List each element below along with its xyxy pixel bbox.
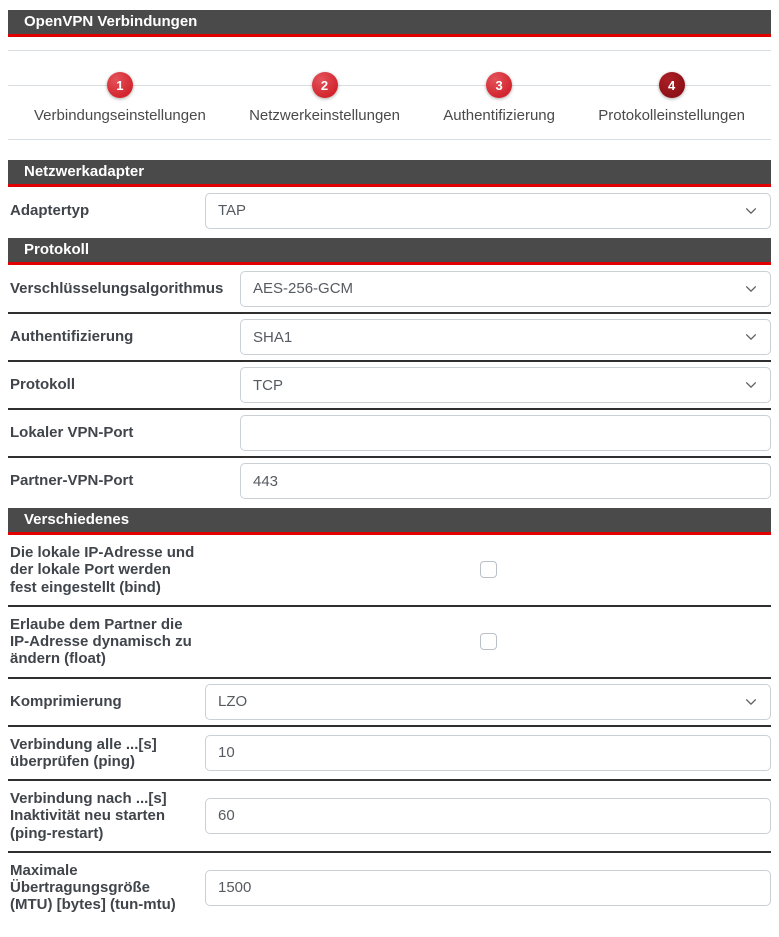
step-number: 4 (667, 77, 676, 93)
tun-mtu-label: Maximale Übertragungsgröße (MTU) [bytes] (tun-mtu) (10, 861, 176, 914)
section-title: Protokoll (24, 241, 90, 258)
step-1-badge (107, 72, 133, 98)
float-control (205, 633, 771, 650)
wizard-step-4[interactable] (598, 72, 745, 124)
step-2-badge (312, 72, 338, 98)
section-header (8, 238, 771, 265)
wizard-step-3[interactable] (443, 72, 555, 124)
page-title: OpenVPN Verbindungen (24, 13, 198, 30)
authentication-select[interactable] (240, 319, 771, 355)
compression-select[interactable] (205, 684, 771, 720)
selected-option: LZO (218, 693, 248, 710)
chevron-down-icon (744, 204, 758, 218)
float-checkbox[interactable] (480, 633, 497, 650)
tun-mtu-input[interactable] (205, 870, 771, 906)
row-encryption-algorithm (8, 265, 771, 312)
authentication-control (240, 319, 771, 355)
selected-option: AES-256-GCM (253, 280, 354, 297)
compression-control (205, 684, 771, 720)
page-title-bar (8, 10, 771, 37)
partner-vpn-port-label: Partner-VPN-Port (10, 472, 134, 490)
section-title: Verschiedenes (24, 511, 130, 528)
wizard-steps (34, 72, 745, 124)
encryption-algorithm-select[interactable] (240, 271, 771, 307)
ping-restart-input[interactable] (205, 798, 771, 834)
row-partner-vpn-port (8, 456, 771, 504)
local-vpn-port-input[interactable] (240, 415, 771, 451)
row-compression (8, 677, 771, 725)
section-netzwerkadapter (8, 160, 771, 234)
row-authentication (8, 312, 771, 360)
openvpn-settings-page (0, 10, 779, 923)
selected-option: TCP (253, 376, 283, 394)
ping-restart-label: Verbindung nach ...[s] Inaktivität neu starten (ping-restart) (10, 790, 167, 842)
bind-control (205, 561, 771, 578)
protocol-select[interactable] (240, 367, 771, 403)
ping-control (205, 735, 771, 771)
ping-input[interactable] (205, 735, 771, 771)
step-wizard (8, 50, 771, 140)
local-vpn-port-label: Lokaler VPN-Port (10, 424, 134, 442)
compression-label: Komprimierung (10, 692, 122, 710)
step-label: Netzwerkeinstellungen (249, 107, 400, 124)
chevron-down-icon (744, 695, 758, 709)
chevron-down-icon (744, 330, 758, 344)
section-header (8, 160, 771, 187)
selected-option: SHA1 (253, 328, 293, 346)
section-verschiedenes (8, 508, 771, 923)
local-vpn-port-control (240, 415, 771, 451)
selected-option: TAP (218, 202, 247, 219)
adapter-type-control (205, 193, 771, 229)
encryption-algorithm-control (240, 271, 771, 307)
adapter-type-label: Adaptertyp (10, 201, 90, 219)
row-bind (8, 535, 771, 605)
row-adapter-type (8, 187, 771, 234)
wizard-step-2[interactable] (249, 72, 400, 124)
row-float (8, 605, 771, 677)
chevron-down-icon (744, 378, 758, 392)
ping-restart-control (205, 798, 771, 834)
step-label: Verbindungseinstellungen (34, 107, 206, 124)
wizard-step-1[interactable] (34, 72, 206, 124)
encryption-algorithm-label: Verschlüsselungsalgorithmus (10, 279, 224, 297)
adapter-type-select[interactable] (205, 193, 771, 229)
tun-mtu-control (205, 870, 771, 906)
step-number: 1 (116, 77, 124, 93)
partner-vpn-port-input[interactable] (240, 463, 771, 499)
settings-sections (8, 160, 771, 923)
float-label: Erlaube dem Partner die IP-Adresse dynamisch zu ändern (float) (10, 615, 192, 668)
step-4-badge (659, 72, 685, 98)
chevron-down-icon (744, 282, 758, 296)
protocol-label: Protokoll (10, 376, 76, 394)
step-number: 2 (320, 77, 329, 93)
section-title: Netzwerkadapter (24, 163, 145, 180)
row-local-vpn-port (8, 408, 771, 456)
step-3-badge (486, 72, 512, 98)
protocol-control (240, 367, 771, 403)
row-tun-mtu (8, 851, 771, 923)
bind-checkbox[interactable] (480, 561, 497, 578)
step-label: Protokolleinstellungen (598, 107, 745, 124)
row-ping (8, 725, 771, 780)
partner-vpn-port-control (240, 463, 771, 499)
bind-label: Die lokale IP-Adresse und der lokale Port werden fest eingestellt (bind) (10, 544, 195, 596)
section-protokoll (8, 238, 771, 504)
authentication-label: Authentifizierung (10, 328, 134, 346)
step-label: Authentifizierung (443, 107, 555, 124)
section-header (8, 508, 771, 535)
ping-label: Verbindung alle ...[s] überprüfen (ping) (10, 735, 157, 770)
row-protocol (8, 360, 771, 408)
step-number: 3 (495, 77, 503, 93)
row-ping-restart (8, 779, 771, 851)
